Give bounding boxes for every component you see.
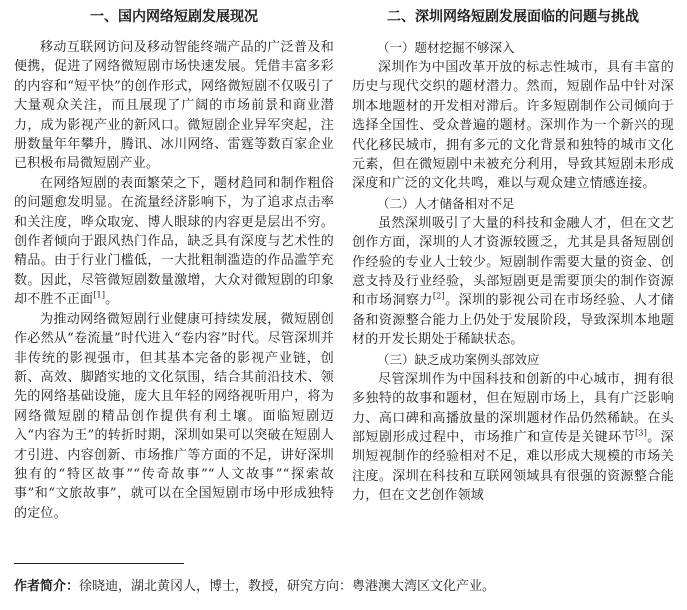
subheading-3: （三）缺乏成功案例头部效应 bbox=[377, 351, 540, 367]
body-paragraph-3 bbox=[14, 310, 334, 523]
paragraph-text: 为推动网络微短剧行业健康可持续发展，微短剧创作必然从“卷流量”时代进入“卷内容”时代。尽管深圳并非传统的影视强市，但其基本完备的影视产业链，创新、高效、脚踏实地的文化氛围，结合其前沿技术、领先的网络基础设施，庞大且年轻的网络视听用户，将为网络微短剧的精品创作提供有利土壤。面临短剧迈入“内容为王”的转折时期，深圳如果可以突破在短剧人才引进、内容创新、市场推广等方面的不足，讲好深圳独有的“特区故事”“传奇故事”“人文故事”“探索故事”和“文旅故事”，就可以在全国短剧市场中形成独特的定位。 bbox=[14, 311, 334, 521]
paragraph-text: 尽管深圳作为中国科技和创新的中心城市，拥有很多独特的故事和题材，但在短剧市场上，具有广泛影响力、高口碑和高播放量的深圳题材作品仍然稀缺。在头部短剧形成过程中，市场推广和宣传是关键环节 bbox=[352, 371, 674, 445]
citation[interactable]: [3] bbox=[635, 428, 648, 438]
body-paragraph-2 bbox=[14, 174, 334, 310]
paragraph-tail: 。深圳短视制作的经验相对不足，难以形成大规模的市场关注度。深圳在科技和互联网领域具有很强的资源整合能力，但在文艺创作领域 bbox=[352, 429, 674, 504]
paragraph-text: 虽然深圳吸引了大量的科技和金融人才，但在文艺创作方面，深圳的人才资源较匮乏，尤其是具备短剧创作经验的专业人士较少。短剧制作需要大量的资金、创意支持及行业经验，头部短剧更是需要顶尖的制作资源和市场洞察力 bbox=[352, 215, 674, 309]
section-heading-2: 二、深圳网络短剧发展面临的问题与挑战 bbox=[387, 9, 639, 25]
section-3-paragraph bbox=[352, 370, 674, 506]
footnote-divider bbox=[14, 563, 184, 564]
section-heading-1: 一、国内网络短剧发展现况 bbox=[90, 9, 258, 25]
citation[interactable]: [1] bbox=[93, 290, 106, 300]
paragraph-text: 移动互联网访问及移动智能终端产品的广泛普及和便携，促进了网络微短剧市场快速发展。凭借丰富多彩的内容和“短平快”的创作形式，网络微短剧不仅吸引了大量观众关注，而且展现了广阔的市场前景和商业潜力，成为影视产业的新风口。微短剧企业异军突起，注册数量年年攀升，腾讯、冰川网络、雷霆等数百家企业已积极布局微短剧产业。 bbox=[14, 40, 334, 172]
author-label: 作者简介： bbox=[14, 579, 80, 594]
paragraph-tail: 。深圳的影视公司在市场经验、人才储备和资源整合能力上仍处于发展阶段，导致深圳本地题材的开发长期处于稀缺状态。 bbox=[352, 293, 674, 348]
subheading-2: （二）人才储备相对不足 bbox=[377, 195, 515, 211]
paragraph-text: 深圳作为中国改革开放的标志性城市，具有丰富的历史与现代交织的题材潜力。然而，短剧作品中针对深圳本地题材的开发相对滞后。许多短剧制作公司倾向于选择全国性、受众普遍的题材。深圳作为一个新兴的现代化移民城市，拥有多元的文化背景和独特的城市文化元素，但在微短剧中未被充分利用，导致其短剧未形成深度和广泛的文化共鸣，难以与观众建立情感连接。 bbox=[352, 60, 674, 192]
subheading-1: （一）题材挖掘不够深入 bbox=[377, 40, 515, 55]
paragraph-tail: 。 bbox=[105, 292, 119, 308]
section-1-paragraph bbox=[352, 58, 674, 194]
right-column bbox=[352, 6, 674, 506]
citation[interactable]: [2] bbox=[432, 292, 445, 302]
left-column bbox=[14, 6, 334, 523]
paragraph-text: 在网络短剧的表面繁荣之下，题材趋同和制作粗俗的问题愈发明显。在流量经济影响下，为了追求点击率和关注度，哗众取宠、博人眼球的内容更是层出不穷。创作者倾向于跟风热门作品，缺乏具有深度与艺术性的精品。由于行业门槛低，一大批粗制滥造的作品滥竽充数。因此，尽管微短剧数量激增，大众对微短剧的印象却不胜不正面 bbox=[14, 175, 334, 308]
author-bio bbox=[14, 578, 495, 596]
author-text: 徐晓迪，湖北黄冈人，博士，教授，研究方向：粤港澳大湾区文化产业。 bbox=[79, 579, 496, 594]
section-2-paragraph bbox=[352, 214, 674, 350]
body-paragraph-1 bbox=[14, 38, 334, 174]
